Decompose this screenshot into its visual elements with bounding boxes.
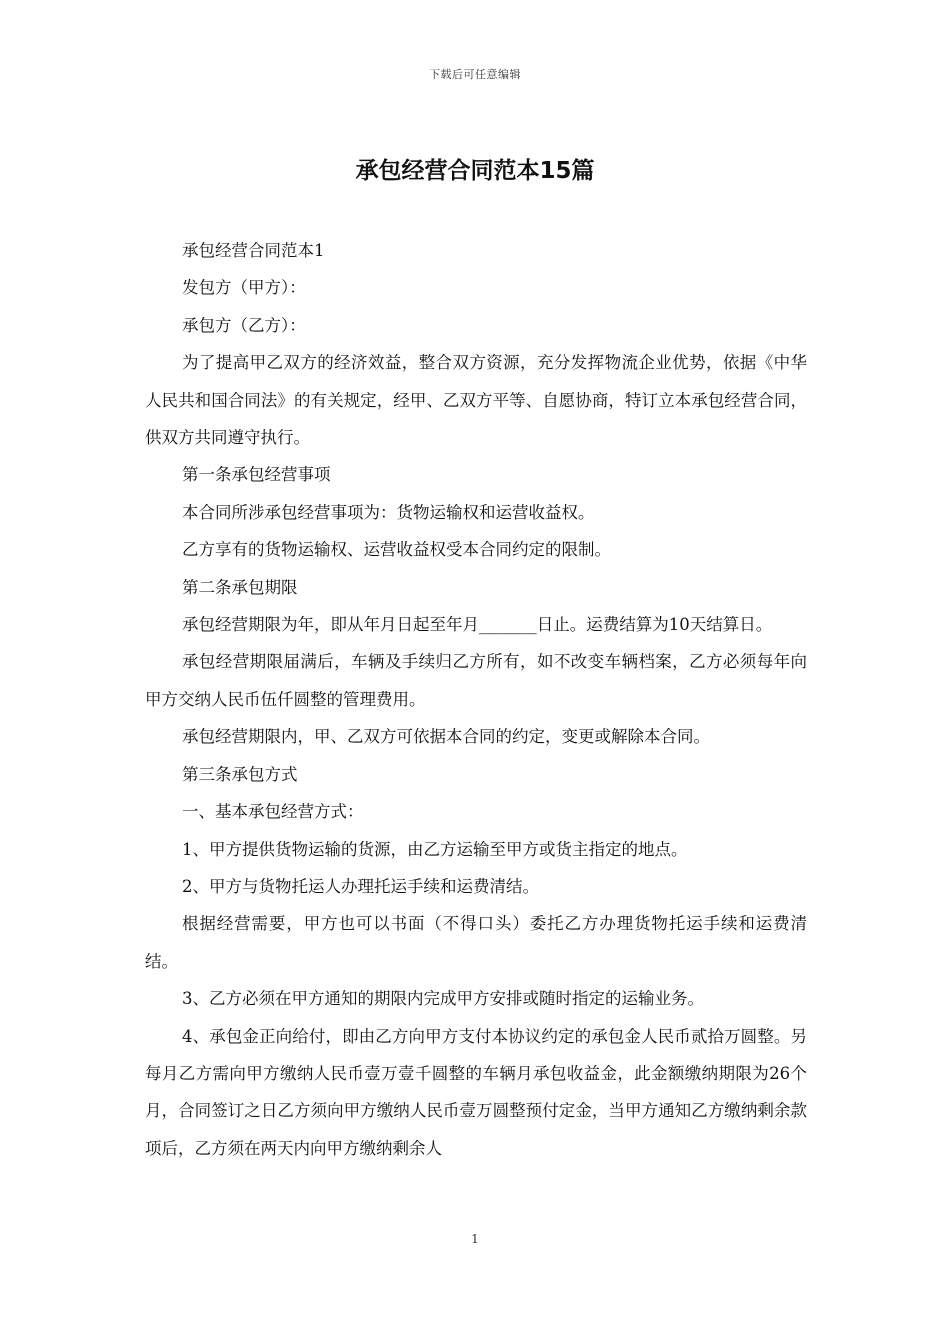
paragraph: 发包方（甲方）： bbox=[182, 278, 306, 298]
page-number: 1 bbox=[471, 1232, 479, 1246]
paragraph: 承包经营期限届满后，车辆及手续归乙方所有，如不改变车辆档案，乙方必须每年向甲方交纳人民币伍仟圆整的管理费用。 bbox=[145, 652, 807, 709]
paragraph: 承包方（乙方）： bbox=[182, 315, 306, 335]
paragraph: 一、基本承包经营方式： bbox=[182, 802, 364, 822]
paragraph: 1、甲方提供货物运输的货源，由乙方运输至甲方或货主指定的地点。 bbox=[182, 839, 688, 859]
paragraph: 2、甲方与货物托运人办理托运手续和运费清结。 bbox=[182, 876, 539, 896]
paragraph: 根据经营需要，甲方也可以书面（不得口头）委托乙方办理货物托运手续和运费清结。 bbox=[145, 914, 807, 971]
paragraph: 3、乙方必须在甲方通知的期限内完成甲方安排或随时指定的运输业务。 bbox=[182, 989, 704, 1009]
paragraph: 乙方享有的货物运输权、运营收益权受本合同约定的限制。 bbox=[182, 540, 611, 560]
page-header: 下载后可任意编辑 bbox=[429, 68, 521, 81]
paragraph: 第一条承包经营事项 bbox=[182, 465, 331, 485]
document-title: 承包经营合同范本15篇 bbox=[355, 158, 595, 184]
paragraph: 第二条承包期限 bbox=[182, 577, 298, 597]
paragraph: 承包经营合同范本1 bbox=[182, 241, 325, 260]
paragraph: 第三条承包方式 bbox=[182, 764, 298, 784]
paragraph: 承包经营期限为年，即从年月日起至年月_______日止。运费结算为10天结算日。 bbox=[182, 615, 773, 635]
paragraph: 为了提高甲乙双方的经济效益，整合双方资源，充分发挥物流企业优势，依据《中华人民共和国合同法》的有关规定，经甲、乙双方平等、自愿协商，特订立本承包经营合同，供双方共同遵守执行。 bbox=[145, 353, 807, 448]
paragraph: 承包经营期限内，甲、乙双方可依据本合同的约定，变更或解除本合同。 bbox=[182, 727, 710, 747]
paragraph: 本合同所涉承包经营事项为：货物运输权和运营收益权。 bbox=[182, 502, 595, 522]
paragraph: 4、承包金正向给付，即由乙方向甲方支付本协议约定的承包金人民币贰拾万圆整。另每月乙方需向甲方缴纳人民币壹万壹千圆整的车辆月承包收益金，此金额缴纳期限为26个月，合同签订之日乙方须向甲方缴纳人民币壹万圆整预付定金，当甲方通知乙方缴纳剩余款项后，乙方须在两天内向甲方缴纳剩余人 bbox=[145, 1026, 807, 1158]
document-body bbox=[145, 232, 807, 1167]
